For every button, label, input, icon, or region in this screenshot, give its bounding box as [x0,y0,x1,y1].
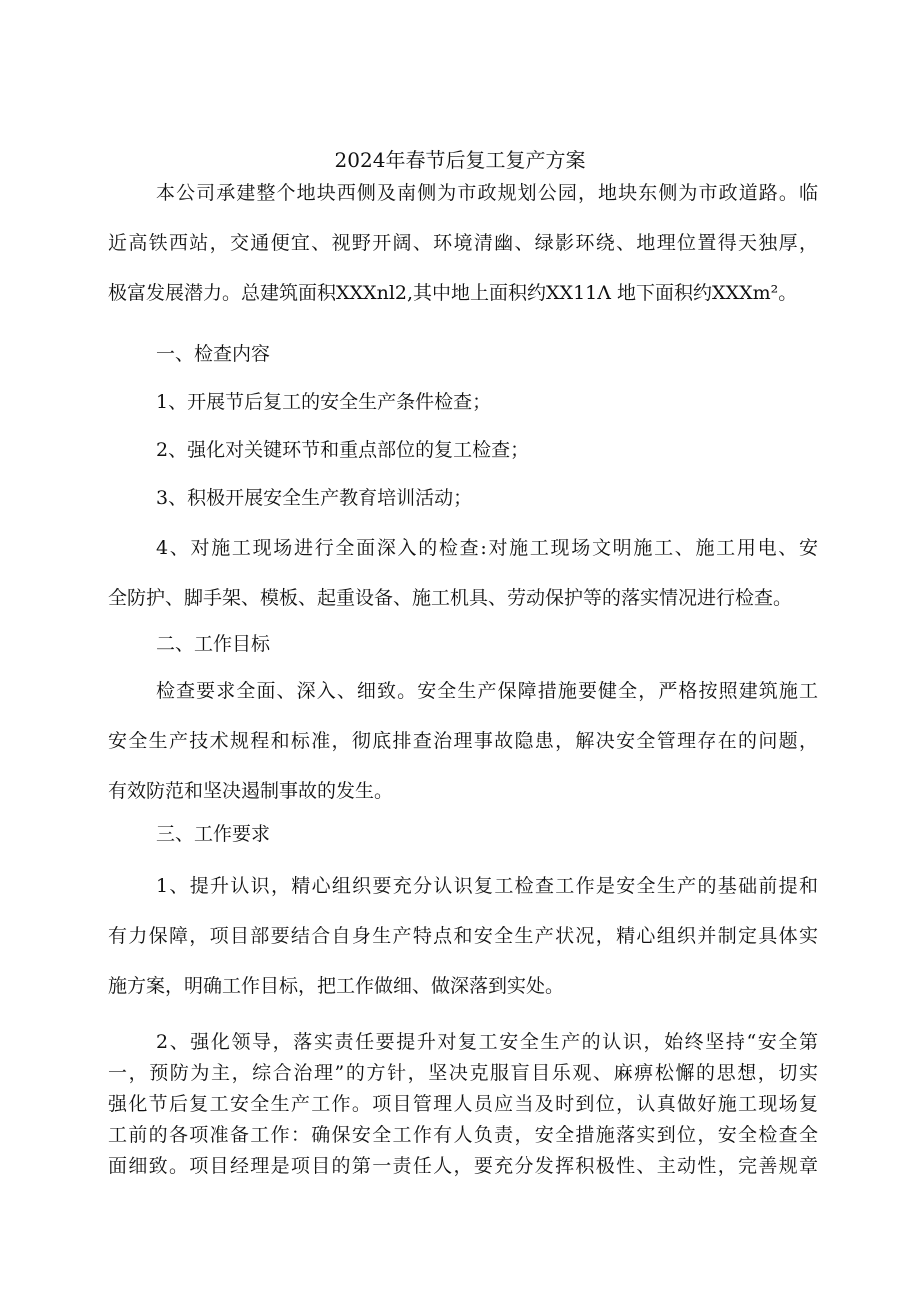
text-line: 施方案，明确工作目标，把工作做细、做深落到实处。 [108,975,565,997]
section-3-heading-block [108,809,818,859]
section-heading: 三、工作要求 [156,823,271,845]
text-line: 2、强化领导，落实责任要提升对复工安全生产的认识，始终坚持“安全第 [156,1031,818,1053]
text-line: 面细致。项目经理是项目的第一责任人，要充分发挥积极性、主动性，完善规章 [108,1155,818,1177]
section-heading: 二、工作目标 [156,633,271,655]
section-1-heading-block [108,329,818,379]
text-line: 极富发展潜力。总建筑面积XXXnl2,其中地上面积约XX11Λ 地下面积约XXXm²。 [108,282,798,304]
section-3-item-1 [108,861,818,1011]
section-2-heading-block [108,619,818,669]
text-line: 本公司承建整个地块西侧及南侧为市政规划公园，地块东侧为市政道路。临 [156,182,818,204]
text-line: 强化节后复工安全生产工作。项目管理人员应当及时到位，认真做好施工现场复 [108,1093,818,1115]
section-heading: 一、检查内容 [156,343,271,365]
intro-paragraph [108,168,818,318]
list-item: 2、强化对关键环节和重点部位的复工检查； [156,439,530,461]
section-1-list [108,473,818,523]
text-line: 近高铁西站，交通便宜、视野开阔、环境清幽、绿影环绕、地理位置得天独厚， [108,232,818,254]
text-line: 安全生产技术规程和标准，彻底排查治理事故隐患，解决安全管理存在的问题， [108,730,818,752]
section-2-paragraph [108,666,818,816]
text-line: 全防护、脚手架、模板、起重设备、施工机具、劳动保护等的落实情况进行检查。 [108,587,793,609]
text-line: 检查要求全面、深入、细致。安全生产保障措施要健全，严格按照建筑施工 [156,680,818,702]
text-line: 4、对施工现场进行全面深入的检查:对施工现场文明施工、施工用电、安 [156,537,818,559]
text-line: 有力保障，项目部要结合自身生产特点和安全生产状况，精心组织并制定具体实 [108,925,818,947]
section-3-item-2 [108,1027,818,1182]
document-title: 2024年春节后复工复产方案 [334,148,586,172]
text-line: 一，预防为主，综合治理”的方针，坚决克服盲目乐观、麻痹松懈的思想，切实 [108,1062,818,1084]
section-1-list [108,377,818,427]
list-item: 3、积极开展安全生产教育培训活动； [156,487,473,509]
section-1-list [108,425,818,475]
list-item: 1、开展节后复工的安全生产条件检查； [156,391,492,413]
section-1-item-4 [108,523,818,623]
text-line: 有效防范和坚决遏制事故的发生。 [108,780,394,802]
text-line: 工前的各项准备工作：确保安全工作有人负责，安全措施落实到位，安全检查全 [108,1124,818,1146]
text-line: 1、提升认识，精心组织要充分认识复工检查工作是安全生产的基础前提和 [156,875,818,897]
